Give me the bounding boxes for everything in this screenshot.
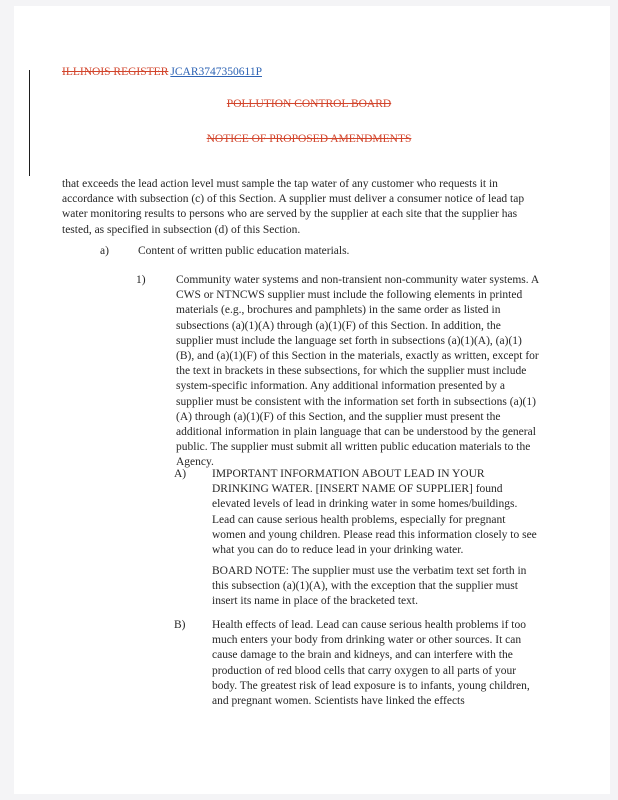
register-inserted-text: JCAR3747350611P <box>170 66 262 78</box>
board-note: BOARD NOTE: The supplier must use the verbatim text set forth in this subsection (a)(1)(A), with the exception that the supplier must insert its name in place of the bracketed text. <box>212 565 527 608</box>
item-B-label: B) <box>174 619 186 631</box>
intro-paragraph: that exceeds the lead action level must sample the tap water of any customer who requests it in accordance with subsection (c) of this Section. A supplier must deliver a consumer notice of lead tap water monitoring results to persons who are served by the supplier at each site that the supplier has tested, as specified in subsection (d) of this Section. <box>62 178 525 236</box>
register-struck-text: ILLINOIS REGISTER <box>62 66 169 78</box>
item-1-label: 1) <box>136 274 146 286</box>
register-header <box>62 66 262 78</box>
item-A-text: IMPORTANT INFORMATION ABOUT LEAD IN YOUR DRINKING WATER. [INSERT NAME OF SUPPLIER] found elevated levels of lead in drinking water in some homes/buildings. Lead can cause serious health problems, especially for pregnant women and young children. Please read this information closely to see what you can do to reduce lead in your drinking water. <box>212 468 537 557</box>
revision-change-bar <box>29 70 30 176</box>
notice-struck-text: NOTICE OF PROPOSED AMENDMENTS <box>206 133 412 145</box>
board-header <box>0 98 618 110</box>
notice-header <box>0 133 618 145</box>
board-struck-text: POLLUTION CONTROL BOARD <box>226 98 392 110</box>
item-1-text: Community water systems and non-transient non-community water systems. A CWS or NTNCWS supplier must include the following elements in printed materials (e.g., brochures and pamphlets) in the same order as listed in subsections (a)(1)(A) through (a)(1)(F) of this Section. In addition, the supplier must include the language set forth in subsections (a)(1)(A), (a)(1)(B), and (a)(1)(F) of this Section in the materials, exactly as written, except for the text in brackets in these subsections, for which the supplier must include system-specific information. Any additional information presented by a supplier must be consistent with the information set forth in subsections (a)(1)(A) through (a)(1)(F) of this Section, and the supplier must present the additional information in plain language that can be understood by the general public. The supplier must submit all written public education materials to the Agency. <box>176 274 539 469</box>
subsection-a-text: Content of written public education materials. <box>138 245 350 257</box>
item-A-label: A) <box>174 468 187 480</box>
subsection-a-label: a) <box>100 245 109 257</box>
item-B-text: Health effects of lead. Lead can cause serious health problems if too much enters your body from drinking water or other sources. It can cause damage to the brain and kidneys, and can interfere with the production of red blood cells that carry oxygen to all parts of your body. The greatest risk of lead exposure is to infants, young children, and pregnant women. Scientists have linked the effects <box>212 619 530 708</box>
